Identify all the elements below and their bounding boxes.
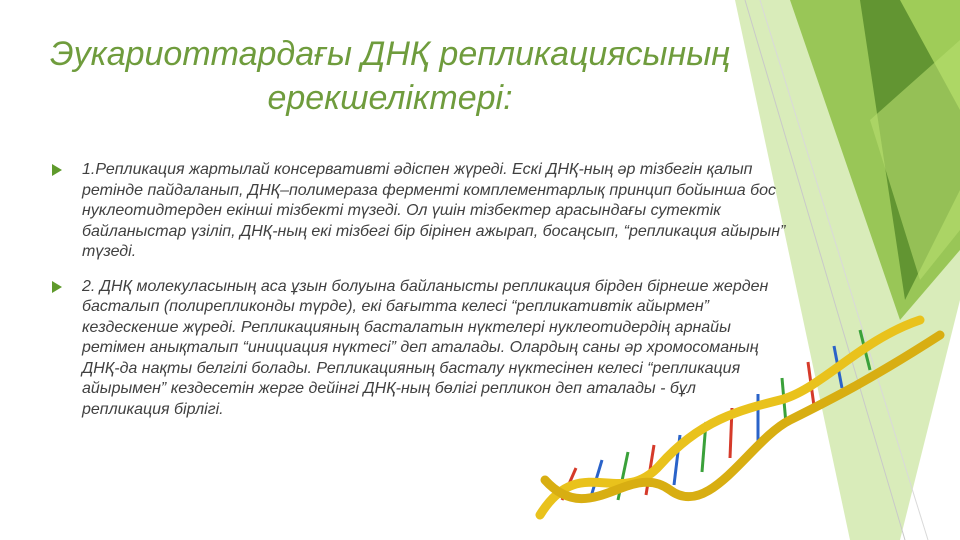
bullet-list (52, 160, 787, 434)
bullet-arrow-icon (52, 164, 62, 176)
title-line-1: Эукариоттардағы ДНҚ репликациясының (50, 35, 730, 73)
bullet-text: 2. ДНҚ молекуласының аса ұзын болуына байланысты репликация бірден бірнеше жерден басталып (полирепликонды түрде), екі бағытта келесі “репликативтік айырмен” кездескенше жүреді. Репликацияның басталатын нүктелері нуклеотидердің арнайы ретімен анықталып “инициация нүктесі” деп аталады. Олардың саны әр хромосоманың ДНҚ-да нақты белгілі болады. Репликацияның басталу нүктесінен келесі “репликация айырымен” кездесетін жерге дейінгі ДНҚ-ның бөлігі репликон деп аталады - бұл репликация бірлігі. (82, 277, 769, 418)
list-item (52, 277, 787, 421)
slide-title (20, 32, 760, 120)
title-line-2: ерекшеліктері: (267, 79, 513, 117)
list-item (52, 160, 787, 263)
bullet-arrow-icon (52, 281, 62, 293)
bullet-text: 1.Репликация жартылай консервативті әдіспен жүреді. Ескі ДНҚ-ның әр тізбегін қалып ретінде пайдаланып, ДНҚ–полимераза ферменті комплементарлық принцип бойынша бос нуклеотидтерден екінші тізбекті түзеді. Ол үшін тізбектер арасындағы сутектік байланыстар үзіліп, ДНҚ-ның екі тізбегі бір бірінен ажырап, босаңсып, “репликация айырын” түзеді. (82, 161, 786, 260)
